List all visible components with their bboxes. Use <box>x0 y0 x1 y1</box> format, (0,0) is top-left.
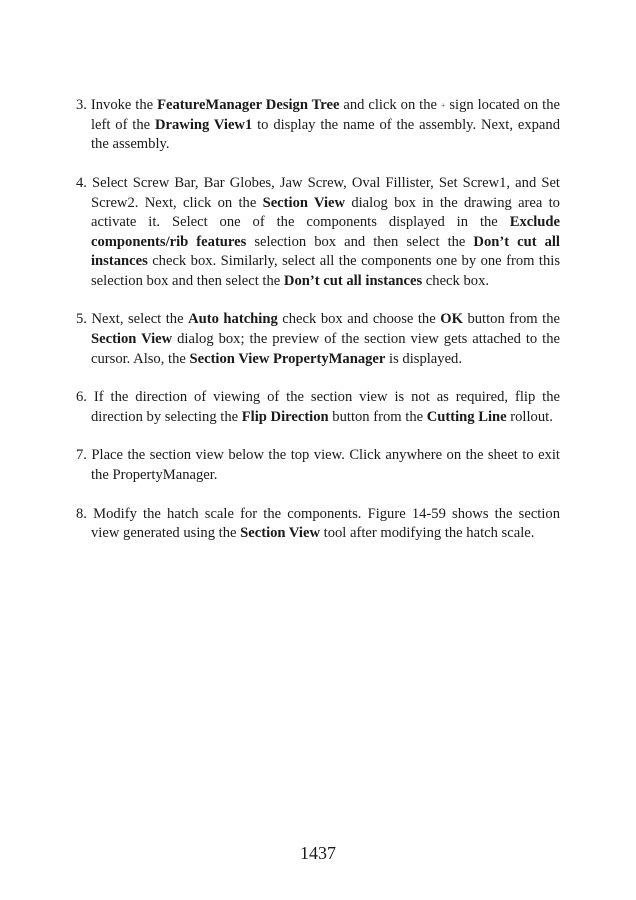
document-body <box>76 96 560 563</box>
step-text: 3. Invoke the <box>76 97 158 114</box>
step-7 <box>76 446 560 485</box>
ui-term: Section View PropertyManager <box>189 350 386 367</box>
step-text: dialog box in the drawing area to activate it. Select one of the components displayed in the <box>91 194 560 231</box>
ui-term: Auto hatching <box>188 311 278 328</box>
ui-term: FeatureManager Design Tree <box>157 97 340 114</box>
step-6 <box>76 388 560 427</box>
plus-sign-icon: + <box>440 101 446 110</box>
step-text: check box. Similarly, select all the components one by one from this selection box and then select the <box>91 253 560 289</box>
ui-term: Section View <box>240 525 320 542</box>
step-text: dialog box; the preview of the section view gets attached to the cursor. Also, the <box>91 331 560 367</box>
ui-term: Flip Direction <box>241 408 329 425</box>
step-text: button from the <box>462 311 560 328</box>
step-text: to display the name of the assembly. Next, expand the assembly. <box>91 116 560 153</box>
step-4 <box>76 174 560 292</box>
step-text: tool after modifying the hatch scale. <box>320 525 535 542</box>
ui-term: Cutting Line <box>426 408 507 425</box>
step-8 <box>76 505 560 544</box>
step-text: 5. Next, select the <box>76 311 189 328</box>
ui-term: Don’t cut all instances <box>283 272 423 289</box>
step-text: check box and choose the <box>277 311 441 328</box>
ui-term: Don’t cut all instances <box>91 233 560 270</box>
step-text: rollout. <box>506 408 553 425</box>
ui-term: Section View <box>91 331 173 348</box>
page-number: 1437 <box>300 843 336 863</box>
step-5 <box>76 310 560 369</box>
ui-term: Drawing View1 <box>154 116 253 133</box>
step-text: 7. Place the section view below the top view. Click anywhere on the sheet to exit the PropertyManager. <box>76 447 560 484</box>
ui-term: Section View <box>262 194 346 211</box>
step-text: button from the <box>328 408 427 425</box>
step-text: sign located on the left of the <box>91 97 560 133</box>
step-text: selection box and then select the <box>246 233 474 250</box>
ui-term: OK <box>440 311 463 328</box>
step-text: and click on the <box>339 97 441 114</box>
step-text: is displayed. <box>385 350 463 367</box>
step-text: check box. <box>422 272 490 289</box>
step-text: 6. If the direction of viewing of the section view is not as required, flip the direction by selecting the <box>76 389 560 425</box>
ui-term: Exclude components/rib features <box>91 214 560 250</box>
step-text: 4. Select Screw Bar, Bar Globes, Jaw Screw, Oval Fillister, Set Screw1, and Set Screw2. Next, click on the <box>76 174 560 211</box>
step-text: 8. Modify the hatch scale for the components. Figure 14-59 shows the section view generated using the <box>76 505 560 542</box>
step-3 <box>76 96 560 155</box>
